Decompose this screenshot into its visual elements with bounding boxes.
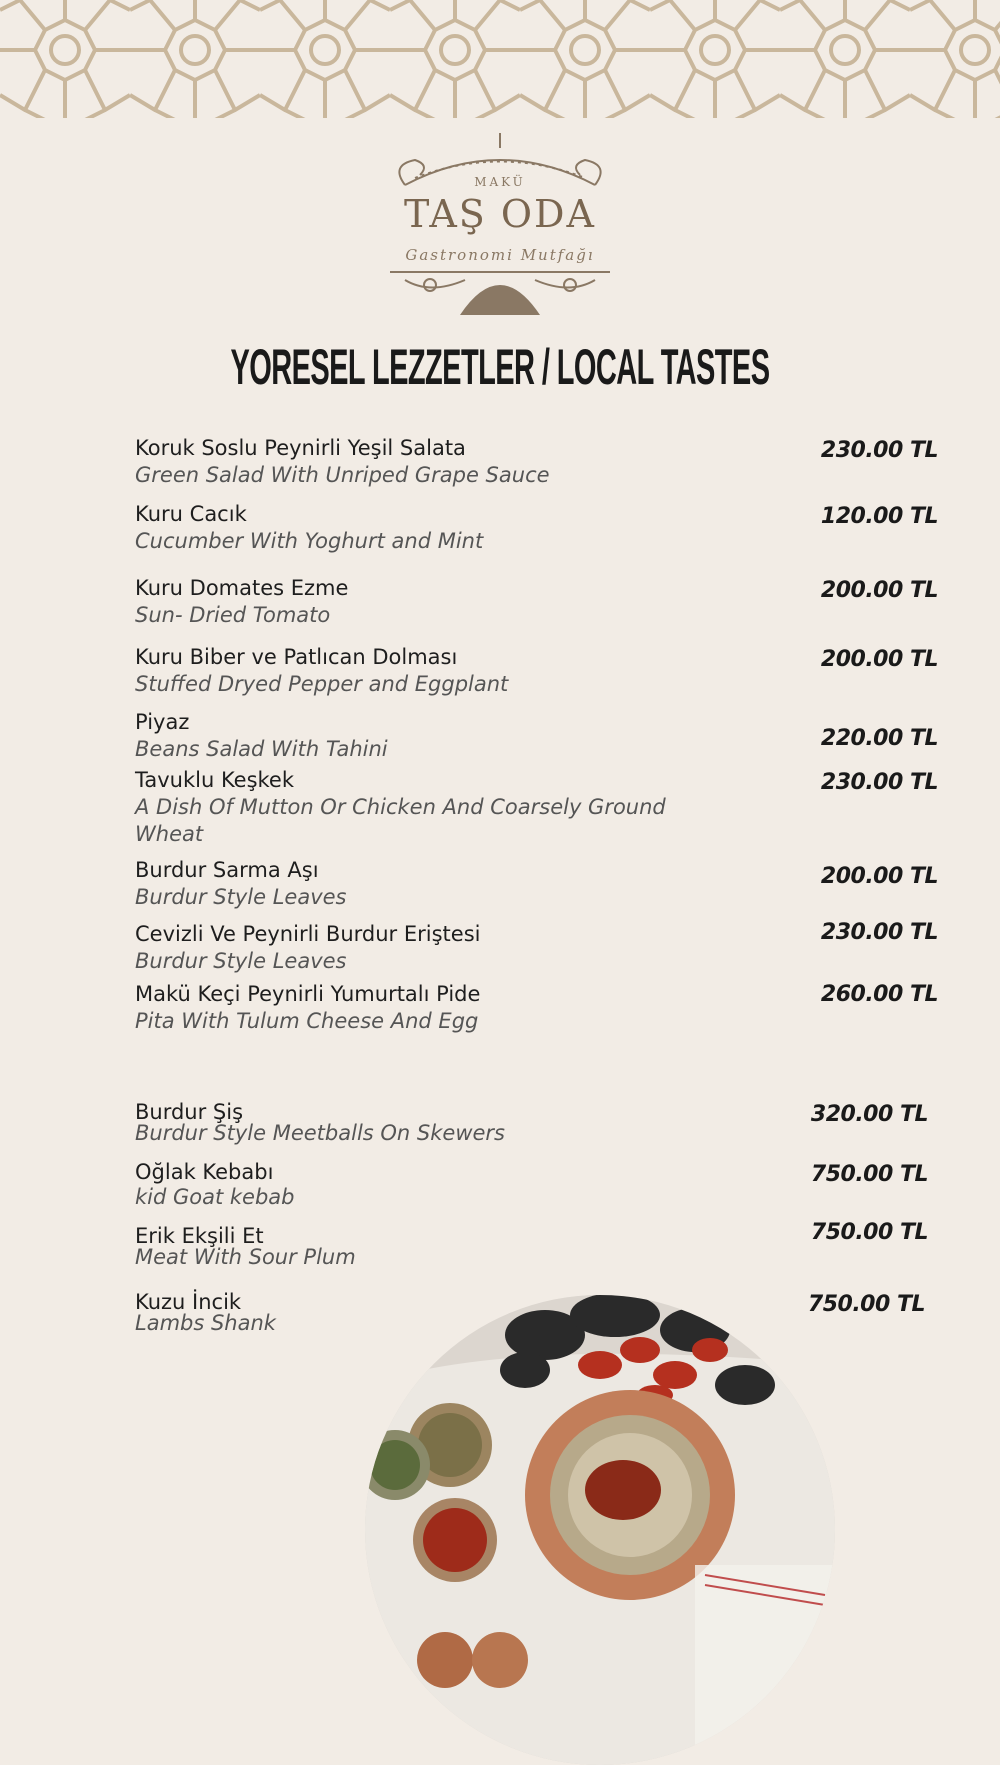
item-name-en: Burdur Style Leaves — [135, 949, 347, 973]
item-price: 200.00 TL — [820, 578, 938, 603]
item-name-en: Green Salad With Unriped Grape Sauce — [135, 463, 550, 487]
item-name-tr: Kuru Biber ve Patlıcan Dolması — [135, 645, 458, 669]
item-name-en: kid Goat kebab — [135, 1185, 295, 1209]
item-name-tr: Burdur Şiş — [135, 1100, 244, 1124]
item-name-tr: Kuzu İncik — [135, 1290, 242, 1314]
logo-subtitle-top: MAKÜ — [474, 175, 526, 189]
section-title: YORESEL LEZZETLER / LOCAL TASTES — [230, 339, 770, 395]
item-price: 750.00 TL — [807, 1292, 925, 1317]
item-name-en: Burdur Style Leaves — [135, 885, 347, 909]
item-price: 220.00 TL — [820, 726, 938, 751]
item-name-tr: Makü Keçi Peynirli Yumurtalı Pide — [135, 982, 481, 1006]
item-name-en: Lambs Shank — [135, 1311, 276, 1335]
item-name-en: Burdur Style Meetballs On Skewers — [135, 1121, 505, 1145]
item-name-tr: Oğlak Kebabı — [135, 1160, 274, 1184]
logo-name: TAŞ ODA — [404, 192, 596, 236]
item-price: 750.00 TL — [810, 1162, 928, 1187]
item-price: 750.00 TL — [810, 1220, 928, 1245]
item-name-en: Meat With Sour Plum — [135, 1245, 356, 1269]
item-name-en: Sun- Dried Tomato — [135, 603, 331, 627]
item-name-tr: Burdur Sarma Aşı — [135, 858, 319, 882]
food-photo — [365, 1295, 835, 1765]
item-name-tr: Kuru Domates Ezme — [135, 576, 349, 600]
item-price: 230.00 TL — [820, 770, 938, 795]
restaurant-logo — [385, 130, 615, 330]
item-name-en: Cucumber With Yoghurt and Mint — [135, 529, 484, 553]
item-price: 230.00 TL — [820, 920, 938, 945]
item-name-en: Stuffed Dryed Pepper and Eggplant — [135, 672, 509, 696]
item-name-tr: Koruk Soslu Peynirli Yeşil Salata — [135, 436, 466, 460]
item-price: 200.00 TL — [820, 864, 938, 889]
item-name-tr: Erik Ekşili Et — [135, 1224, 264, 1248]
item-price: 200.00 TL — [820, 647, 938, 672]
item-name-en: Pita With Tulum Cheese And Egg — [135, 1009, 479, 1033]
item-name-tr: Tavuklu Keşkek — [135, 768, 295, 792]
item-name-tr: Cevizli Ve Peynirli Burdur Eriştesi — [135, 922, 481, 946]
item-price: 120.00 TL — [820, 504, 938, 529]
item-price: 230.00 TL — [820, 438, 938, 463]
logo-subtitle: Gastronomi Mutfağı — [405, 246, 595, 264]
item-price: 260.00 TL — [820, 982, 938, 1007]
item-name-en: A Dish Of Mutton Or Chicken And Coarsely Ground Wheat — [135, 795, 666, 846]
item-name-tr: Kuru Cacık — [135, 502, 247, 526]
item-name-tr: Piyaz — [135, 710, 190, 734]
geometric-pattern-header — [0, 0, 1000, 120]
item-name-en: Beans Salad With Tahini — [135, 737, 388, 761]
item-price: 320.00 TL — [810, 1102, 928, 1127]
